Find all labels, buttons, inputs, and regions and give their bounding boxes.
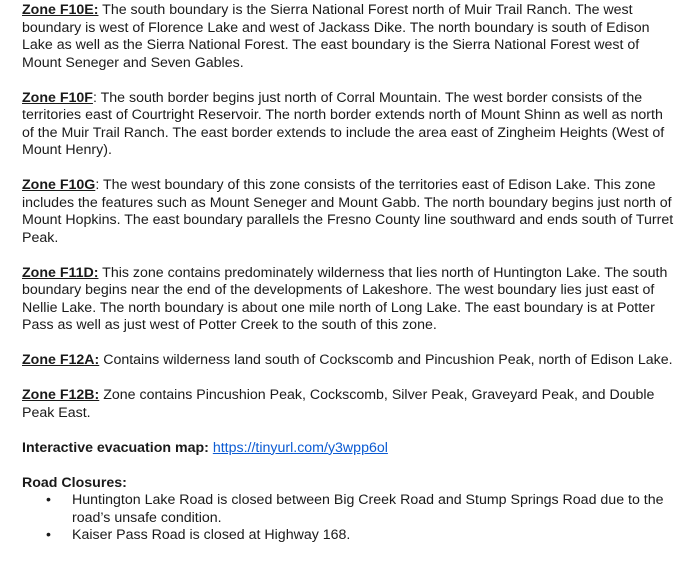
zone-description: This zone contains predominately wilderness that lies north of Huntington Lake. The south boundary begins near the end of the developments of Lakeshore. The west boundary lies just east of Nellie Lake. The north boundary is about one mile north of Long Lake. The east boundary is at Potter Pass as well as just west of Potter Creek to the south of this zone. [22,264,668,333]
zone-label: Zone F10E: [22,2,99,18]
zone-label: Zone F11D: [22,264,99,281]
road-closure-item [22,527,674,545]
zone-f11d-paragraph [22,265,674,335]
zone-label: Zone F12A: [22,352,100,368]
zone-f10e-paragraph [22,2,674,72]
zone-label: Zone F10G [22,177,96,193]
zone-description: The south boundary is the Sierra National Forest north of Muir Trail Ranch. The west boundary is west of Florence Lake and west of Jackass Dike. The north boundary is south of Edison Lake as well as the Sierra National Forest. The east boundary is the Sierra National Forest west of Mount Seneger and Seven Gables. [22,2,650,71]
bullet-icon: • [46,527,51,543]
zone-f10f-paragraph [22,90,674,160]
road-closure-item [22,492,674,527]
zone-description: Contains wilderness land south of Cockscomb and Pincushion Peak, north of Edison Lake. [99,352,673,368]
zone-description: : The south border begins just north of Corral Mountain. The west border consists of the territories east of Courtright Reservoir. The north border extends north of Mount Shinn as well as north of the Muir Trail Ranch. The east border extends to include the area east of Zingheim Heights (West of Mount Henry). [22,89,665,158]
road-closures-heading: Road Closures: [22,474,127,491]
zone-description: Zone contains Pincushion Peak, Cockscomb, Silver Peak, Graveyard Peak, and Double Peak East. [22,387,655,421]
evacuation-map-link[interactable]: https://tinyurl.com/y3wpp6ol [212,439,388,456]
evacuation-map-label: Interactive evacuation map: [22,439,209,456]
evacuation-map-line [22,440,674,458]
zone-label: Zone F10F [22,89,93,106]
zone-f10g-paragraph [22,177,674,247]
bullet-icon: • [46,492,51,508]
zone-f12b-paragraph [22,387,674,422]
road-closures-list [22,492,674,545]
document-body [22,2,674,545]
zone-label: Zone F12B: [22,387,100,403]
zone-description: : The west boundary of this zone consists of the territories east of Edison Lake. This zone includes the features such as Mount Seneger and Mount Gabb. The north boundary begins just north of Mount Hopkins. The east boundary parallels the Fresno County line southward and ends south of Turret Peak. [22,177,674,246]
zone-f12a-paragraph [22,352,674,370]
road-closure-text: Huntington Lake Road is closed between Big Creek Road and Stump Springs Road due to the road’s unsafe condition. [72,492,664,526]
road-closure-text: Kaiser Pass Road is closed at Highway 168. [72,527,351,543]
